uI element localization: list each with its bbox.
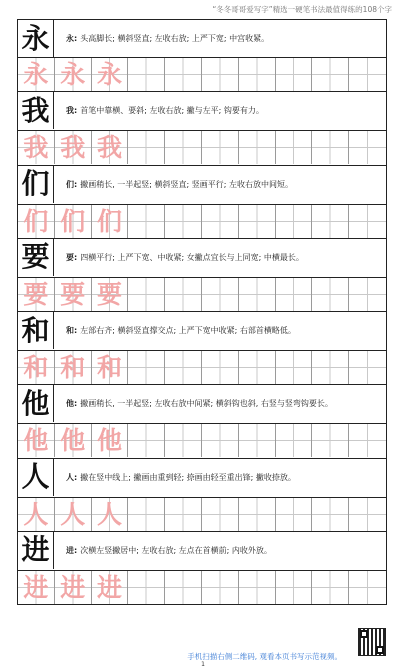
practice-cell[interactable] <box>312 498 349 531</box>
practice-cell[interactable] <box>276 351 313 384</box>
practice-cell[interactable] <box>349 205 386 238</box>
practice-cell[interactable] <box>312 351 349 384</box>
practice-cell[interactable] <box>18 424 55 457</box>
practice-cell[interactable] <box>165 424 202 457</box>
practice-cell[interactable] <box>202 571 239 604</box>
practice-grid <box>18 498 386 531</box>
practice-cell[interactable] <box>239 58 276 91</box>
writing-tip <box>66 532 380 569</box>
writing-tip <box>66 92 380 129</box>
trace-character: 我 <box>96 133 122 163</box>
trace-character: 们 <box>96 206 122 236</box>
practice-row <box>17 130 387 165</box>
practice-cell[interactable] <box>18 205 55 238</box>
character-header-row <box>17 312 387 350</box>
trace-character: 永 <box>60 60 86 89</box>
practice-cell[interactable] <box>92 278 129 311</box>
practice-cell[interactable] <box>92 58 129 91</box>
practice-cell[interactable] <box>55 58 92 91</box>
model-character-cell <box>18 532 54 569</box>
practice-cell[interactable] <box>239 498 276 531</box>
practice-row <box>17 570 387 605</box>
practice-cell[interactable] <box>165 351 202 384</box>
character-block <box>17 459 387 532</box>
trace-character: 进 <box>96 572 122 602</box>
practice-cell[interactable] <box>165 498 202 531</box>
character-header-row <box>17 459 387 497</box>
practice-cell[interactable] <box>128 58 165 91</box>
tip-lead: 和: <box>66 326 78 335</box>
practice-cell[interactable] <box>18 571 55 604</box>
practice-cell[interactable] <box>92 571 129 604</box>
practice-cell[interactable] <box>55 278 92 311</box>
practice-cell[interactable] <box>165 278 202 311</box>
character-block <box>17 385 387 458</box>
trace-character: 们 <box>60 206 86 236</box>
model-character: 进 <box>21 533 50 567</box>
practice-cell[interactable] <box>18 131 55 164</box>
model-character: 们 <box>21 167 50 200</box>
practice-cell[interactable] <box>55 498 92 531</box>
qr-code-icon[interactable] <box>358 628 386 656</box>
character-block <box>17 19 387 92</box>
writing-tip <box>66 239 380 276</box>
practice-sheet <box>17 19 387 605</box>
model-character-cell <box>18 312 54 349</box>
practice-row <box>17 423 387 458</box>
practice-cell[interactable] <box>239 351 276 384</box>
practice-cell[interactable] <box>55 131 92 164</box>
trace-character: 和 <box>96 353 122 382</box>
practice-cell[interactable] <box>202 131 239 164</box>
tip-lead: 要: <box>66 252 78 262</box>
practice-cell[interactable] <box>128 205 165 238</box>
trace-character: 和 <box>23 353 49 382</box>
practice-cell[interactable] <box>349 424 386 457</box>
trace-character: 人 <box>23 499 49 529</box>
tip-text: 撇画稍长, 一半起竖; 横斜竖直; 竖画平行; 左收右放中间短。 <box>80 179 294 189</box>
practice-grid <box>18 571 386 604</box>
model-character: 我 <box>21 93 50 127</box>
tip-lead: 人: <box>66 472 78 482</box>
practice-cell[interactable] <box>276 131 313 164</box>
model-character: 要 <box>21 240 50 274</box>
trace-character: 他 <box>23 426 49 456</box>
tip-text: 次横左竖撇居中; 左收右放; 左点在首横前; 内收外放。 <box>80 545 272 555</box>
writing-tip <box>66 20 380 57</box>
practice-cell[interactable] <box>165 58 202 91</box>
practice-cell[interactable] <box>276 571 313 604</box>
character-header-row <box>17 19 387 57</box>
tip-text: 撇在竖中线上; 撇画由重到轻; 捺画由轻至重出锋; 撇收捺放。 <box>80 472 296 482</box>
practice-cell[interactable] <box>202 58 239 91</box>
practice-cell[interactable] <box>128 498 165 531</box>
model-character: 永 <box>21 21 50 55</box>
practice-grid <box>18 58 386 91</box>
character-block <box>17 166 387 239</box>
practice-cell[interactable] <box>92 424 129 457</box>
practice-cell[interactable] <box>312 131 349 164</box>
practice-cell[interactable] <box>202 424 239 457</box>
practice-cell[interactable] <box>128 131 165 164</box>
trace-character: 永 <box>96 60 122 89</box>
practice-cell[interactable] <box>165 205 202 238</box>
practice-cell[interactable] <box>128 424 165 457</box>
practice-cell[interactable] <box>276 278 313 311</box>
practice-cell[interactable] <box>128 278 165 311</box>
practice-grid <box>18 424 386 457</box>
model-character: 和 <box>21 313 50 347</box>
practice-grid <box>18 351 386 384</box>
practice-row <box>17 57 387 92</box>
practice-cell[interactable] <box>55 571 92 604</box>
practice-cell[interactable] <box>349 351 386 384</box>
tip-text: 头高脚长; 横斜竖直; 左收右放; 上严下宽; 中宫收紧。 <box>80 34 270 43</box>
practice-cell[interactable] <box>276 498 313 531</box>
practice-cell[interactable] <box>312 205 349 238</box>
character-block <box>17 239 387 312</box>
practice-cell[interactable] <box>239 205 276 238</box>
trace-character: 们 <box>23 206 49 236</box>
trace-character: 要 <box>23 279 49 309</box>
practice-cell[interactable] <box>92 498 129 531</box>
practice-cell[interactable] <box>239 571 276 604</box>
practice-cell[interactable] <box>202 498 239 531</box>
practice-grid <box>18 278 386 311</box>
character-block <box>17 92 387 165</box>
footer-note: 手机扫描右侧二维码, 观看本页书写示范视频。 <box>187 652 342 661</box>
practice-cell[interactable] <box>276 205 313 238</box>
trace-character: 我 <box>60 133 86 163</box>
tip-text: 四横平行; 上严下宽、中收紧; 女撇点宜长与上同宽; 中横最长。 <box>80 252 304 262</box>
writing-tip <box>66 459 380 496</box>
trace-character: 要 <box>60 279 86 309</box>
page-header: “冬冬哥哥爱写字”精选一硬笔书法最值得练的108个字 <box>212 5 392 14</box>
practice-cell[interactable] <box>239 131 276 164</box>
model-character-cell <box>18 166 54 203</box>
model-character-cell <box>18 20 54 57</box>
tip-lead: 进: <box>66 545 78 555</box>
trace-character: 要 <box>96 279 122 309</box>
practice-cell[interactable] <box>202 278 239 311</box>
tip-lead: 我: <box>66 106 78 116</box>
character-header-row <box>17 166 387 204</box>
practice-cell[interactable] <box>349 278 386 311</box>
writing-tip <box>66 166 380 203</box>
practice-cell[interactable] <box>128 571 165 604</box>
practice-row <box>17 350 387 385</box>
tip-lead: 他: <box>66 399 78 409</box>
model-character-cell <box>18 92 54 129</box>
tip-lead: 永: <box>66 34 78 43</box>
practice-cell[interactable] <box>312 571 349 604</box>
tip-text: 左部右齐; 横斜竖直撑交点; 上严下宽中收紧; 右部首横略低。 <box>80 326 296 335</box>
practice-cell[interactable] <box>312 58 349 91</box>
trace-character: 他 <box>96 426 122 456</box>
practice-cell[interactable] <box>18 498 55 531</box>
model-character-cell <box>18 459 54 496</box>
trace-character: 进 <box>60 572 86 602</box>
practice-cell[interactable] <box>92 205 129 238</box>
practice-cell[interactable] <box>55 424 92 457</box>
practice-cell[interactable] <box>128 351 165 384</box>
practice-cell[interactable] <box>239 278 276 311</box>
practice-cell[interactable] <box>349 131 386 164</box>
tip-text: 首笔中靠横、要斜; 左收右放; 撇与左平; 钩要有力。 <box>80 106 264 116</box>
practice-cell[interactable] <box>276 58 313 91</box>
practice-cell[interactable] <box>312 278 349 311</box>
trace-character: 进 <box>23 572 49 602</box>
practice-cell[interactable] <box>92 351 129 384</box>
practice-cell[interactable] <box>55 351 92 384</box>
practice-cell[interactable] <box>18 58 55 91</box>
practice-cell[interactable] <box>239 424 276 457</box>
trace-character: 我 <box>23 133 49 163</box>
practice-cell[interactable] <box>276 424 313 457</box>
trace-character: 人 <box>60 499 86 529</box>
practice-grid <box>18 205 386 238</box>
character-header-row <box>17 532 387 570</box>
writing-tip <box>66 312 380 349</box>
trace-character: 和 <box>60 353 86 382</box>
character-block <box>17 532 387 605</box>
practice-cell[interactable] <box>349 58 386 91</box>
character-header-row <box>17 239 387 277</box>
practice-row <box>17 497 387 532</box>
practice-cell[interactable] <box>165 131 202 164</box>
tip-lead: 们: <box>66 179 78 189</box>
page-number: 1 <box>201 661 205 668</box>
model-character: 人 <box>21 460 50 493</box>
character-block <box>17 312 387 385</box>
practice-cell[interactable] <box>349 498 386 531</box>
practice-cell[interactable] <box>55 205 92 238</box>
trace-character: 人 <box>96 499 122 529</box>
practice-cell[interactable] <box>18 351 55 384</box>
practice-cell[interactable] <box>92 131 129 164</box>
model-character-cell <box>18 239 54 276</box>
practice-cell[interactable] <box>165 571 202 604</box>
practice-cell[interactable] <box>18 278 55 311</box>
trace-character: 他 <box>60 426 86 456</box>
practice-cell[interactable] <box>312 424 349 457</box>
practice-row <box>17 204 387 239</box>
model-character-cell <box>18 385 54 422</box>
practice-cell[interactable] <box>202 351 239 384</box>
character-header-row <box>17 92 387 130</box>
practice-grid <box>18 131 386 164</box>
practice-row <box>17 277 387 312</box>
writing-tip <box>66 385 380 422</box>
practice-cell[interactable] <box>349 571 386 604</box>
trace-character: 永 <box>23 60 49 89</box>
practice-cell[interactable] <box>202 205 239 238</box>
tip-text: 撇画稍长, 一半起竖; 左收右放中间紧; 横斜钩也斜, 右竖与竖弯钩要长。 <box>80 399 333 409</box>
character-header-row <box>17 385 387 423</box>
model-character: 他 <box>21 386 50 420</box>
